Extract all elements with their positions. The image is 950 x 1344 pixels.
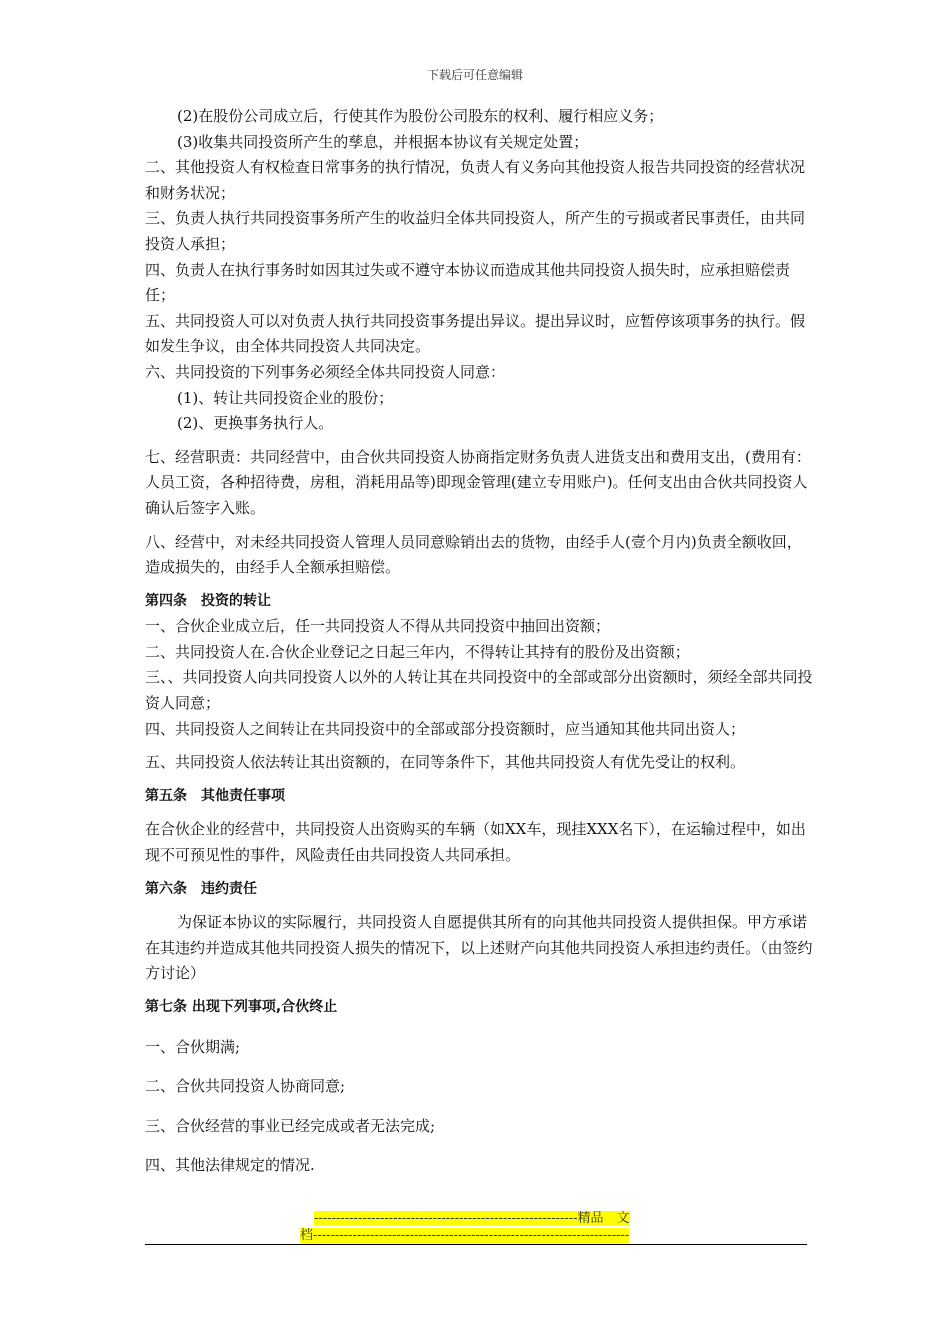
clause-line: (2)、更换事务执行人。 (177, 414, 334, 433)
clause-line: (2)在股份公司成立后，行使其作为股份公司股东的权利、履行相应义务； (177, 107, 664, 125)
page-header: 下载后可任意编辑 (426, 68, 523, 82)
article-4-item: 一、合伙企业成立后，任一共同投资人不得从共同投资中抽回出资额； (145, 617, 611, 636)
article-5-text: 在合伙企业的经营中，共同投资人出资购买的车辆（如XX车，现挂XXX名下），在运输过程中，如出现不可预见性的事件，风险责任由共同投资人共同承担。 (145, 820, 806, 865)
clause-line: (1)、转让共同投资企业的股份； (177, 388, 394, 407)
clause-paragraph: 二、其他投资人有权检查日常事务的执行情况，负责人有义务向其他投资人报告共同投资的经营状况和财务状况； (145, 158, 806, 202)
article-7-title: 第七条 出现下列事项,合伙终止 (145, 999, 338, 1015)
clause-line: (3)收集共同投资所产生的孳息，并根据本协议有关规定处置； (177, 132, 589, 151)
article-4-item: 三、、共同投资人向共同投资人以外的人转让其在共同投资中的全部或部分出资额时，须经全部共同投资人同意； (145, 668, 813, 713)
clause-paragraph: 六、共同投资的下列事务必须经全体共同投资人同意： (145, 362, 506, 381)
clause-paragraph: 七、经营职责：共同经营中，由合伙共同投资人协商指定财务负责人进货支出和费用支出，(费用有：人员工资，各种招待费，房租，消耗用品等)即现金管理(建立专用账户)。任何支出由合伙共同投资人确认后签字入账。 (145, 447, 811, 517)
clause-paragraph: 五、共同投资人可以对负责人执行共同投资事务提出异议。提出异议时，应暂停该项事务的执行。假如发生争议，由全体共同投资人共同决定。 (145, 311, 806, 356)
article-4-item: 二、共同投资人在.合伙企业登记之日起三年内，不得转让其持有的股份及出资额； (145, 642, 690, 661)
article-4-item: 四、共同投资人之间转让在共同投资中的全部或部分投资额时，应当通知其他共同出资人； (145, 719, 746, 738)
article-6-title: 第六条 违约责任 (145, 880, 257, 897)
article-4-item: 五、共同投资人依法转让其出资额的，在同等条件下，其他共同投资人有优先受让的权利。 (145, 753, 746, 772)
footer-divider (145, 1244, 807, 1245)
footer-line-1: ------------------------------------------------------------精品 文 (314, 1211, 630, 1226)
page-footer (300, 1210, 650, 1244)
article-7-item: 四、其他法律规定的情况. (145, 1156, 315, 1175)
clause-paragraph: 三、负责人执行共同投资事务所产生的收益归全体共同投资人，所产生的亏损或者民事责任，由共同投资人承担； (145, 209, 806, 253)
clause-paragraph: 四、负责人在执行事务时如因其过失或不遵守本协议而造成其他共同投资人损失时，应承担赔偿责任； (145, 260, 791, 305)
article-7-item: 二、合伙共同投资人协商同意; (145, 1077, 346, 1096)
document-body (145, 104, 813, 1179)
article-7-item: 一、合伙期满; (145, 1037, 241, 1056)
article-7-item: 三、合伙经营的事业已经完成或者无法完成; (145, 1116, 436, 1135)
clause-paragraph: 八、经营中，对未经共同投资人管理人员同意赊销出去的货物，由经手人(壹个月内)负责全额收回，造成损失的，由经手人全额承担赔偿。 (145, 532, 802, 577)
article-4-title: 第四条 投资的转让 (145, 592, 271, 609)
article-6-text: 为保证本协议的实际履行，共同投资人自愿提供其所有的向其他共同投资人提供担保。甲方承诺在其违约并造成其他共同投资人损失的情况下，以上述财产向其他共同投资人承担违约责任。（由签约方讨论） (145, 913, 813, 983)
article-5-title: 第五条 其他责任事项 (145, 787, 285, 804)
footer-line-2: 档------------------------------------------------------------------------ (300, 1228, 630, 1243)
